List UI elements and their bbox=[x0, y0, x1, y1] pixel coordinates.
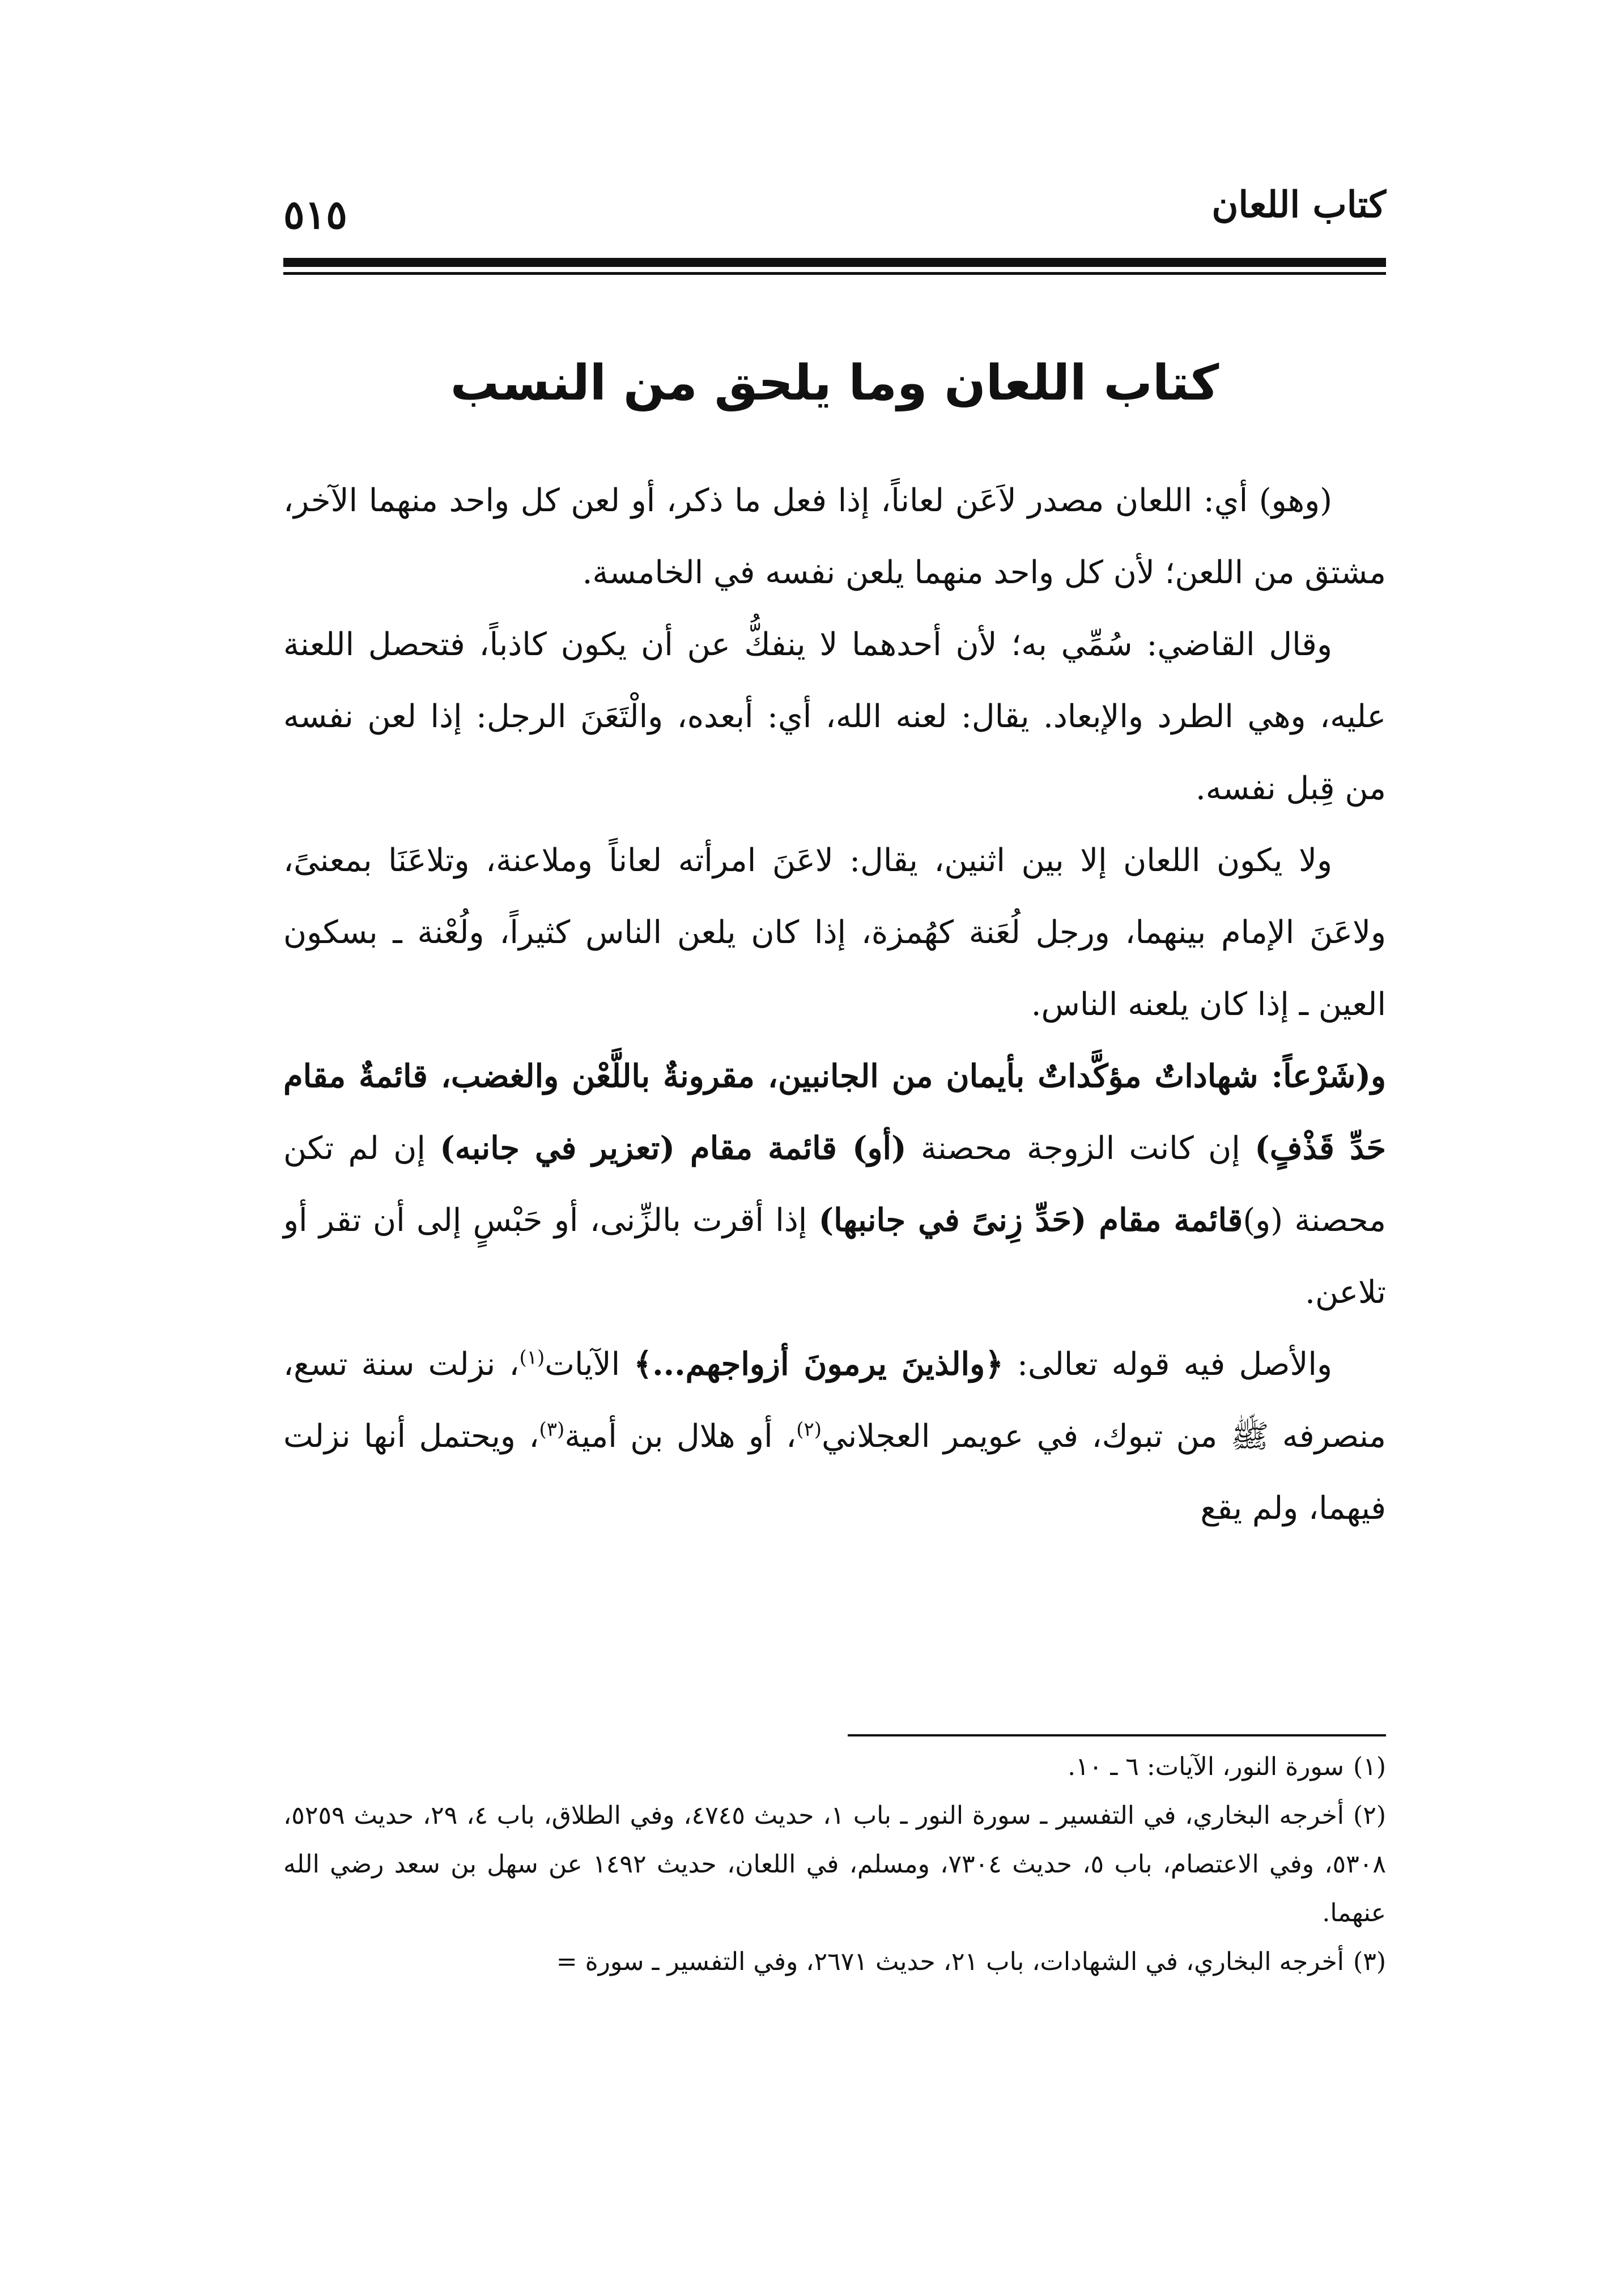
paragraph-4-text-a: إن كانت الزوجة محصنة bbox=[906, 1130, 1255, 1167]
footnote-2-marker: (٢) bbox=[1353, 1801, 1386, 1830]
footnote-1-text: سورة النور، الآيات: ٦ ـ ١٠. bbox=[1068, 1752, 1345, 1781]
paragraph-2: وقال القاضي: سُمِّي به؛ لأن أحدهما لا ينفكُّ عن أن يكون كاذباً، فتحصل اللعنة عليه، وهي الطرد والإبعاد. يقال: لعنه الله، أي: أبعده، والْتَعَنَ الرجل: إذا لعن نفسه من قِبل نفسه. bbox=[283, 626, 1386, 807]
footnote-2-text: أخرجه البخاري، في التفسير ـ سورة النور ـ باب ١، حديث ٤٧٤٥، وفي الطلاق، باب ٤، ٢٩، حديث ٥٢٥٩، ٥٣٠٨، وفي الاعتصام، باب ٥، حديث ٧٣٠٤، ومسلم، في اللعان، حديث ١٤٩٢ عن سهل بن سعد رضي الله عنهما. bbox=[283, 1801, 1387, 1927]
body-text bbox=[283, 465, 1386, 1544]
page-number: ٥١٥ bbox=[283, 191, 347, 238]
paragraph-5-text-c: ، ويحتمل أنها نزلت فيهما، ولم يقع bbox=[283, 1418, 1386, 1527]
running-header-title: كتاب اللعان bbox=[1211, 184, 1386, 226]
paragraph-5-ayat: الآيات bbox=[545, 1346, 634, 1383]
paragraph-4 bbox=[283, 1041, 1386, 1328]
footnote-3 bbox=[283, 1938, 1386, 1986]
paragraph-4-ta'zir: (أو) قائمة مقام (تعزير في جانبه) bbox=[440, 1129, 907, 1167]
footnote-ref-2[interactable]: (٢) bbox=[796, 1418, 822, 1441]
paragraph-5-text-b: ، أو هلال بن أمية bbox=[564, 1418, 797, 1455]
chapter-heading: كتاب اللعان وما يلحق من النسب bbox=[450, 355, 1219, 411]
paragraph-3: ولا يكون اللعان إلا بين اثنين، يقال: لاعَنَ امرأته لعاناً وملاعنة، وتلاعَنَا بمعنىً، ولاعَنَ الإمام بينهما، ورجل لُعَنة كهُمزة، إذا كان يلعن الناس كثيراً، ولُعْنة ـ بسكون العين ـ إذا كان يلعنه الناس. bbox=[283, 842, 1386, 1023]
running-header bbox=[283, 184, 1386, 249]
footnote-separator bbox=[848, 1734, 1386, 1736]
paragraph-1: (وهو) أي: اللعان مصدر لاَعَن لعاناً، إذا فعل ما ذكر، أو لعن كل واحد منهما الآخر، مشتق من اللعن؛ لأن كل واحد منهما يلعن نفسه في الخامسة. bbox=[283, 482, 1386, 591]
paragraph-4-text-b: إن لم تكن محصنة (و) bbox=[283, 1130, 1386, 1239]
footnotes bbox=[283, 1743, 1386, 1986]
footnote-3-marker: (٣) bbox=[1353, 1947, 1386, 1976]
quran-verse: ﴿والذينَ يرمونَ أزواجهم...﴾ bbox=[634, 1345, 1004, 1383]
paragraph-4-hadd-zina: قائمة مقام (حَدِّ زِنىً في جانبها) bbox=[818, 1201, 1243, 1239]
footnote-3-text: أخرجه البخاري، في الشهادات، باب ٢١، حديث ٢٦٧١، وفي التفسير ـ سورة = bbox=[556, 1947, 1345, 1976]
footnote-1-marker: (١) bbox=[1353, 1752, 1386, 1781]
header-rule-thin bbox=[283, 272, 1386, 275]
header-rule-thick bbox=[283, 258, 1386, 267]
paragraph-5 bbox=[283, 1328, 1386, 1544]
paragraph-5-text-a: ، نزلت سنة تسع، منصرفه ﷺ من تبوك، في عويمر العجلاني bbox=[283, 1346, 1387, 1455]
paragraph-4-definition: و(شَرْعاً: شهاداتٌ مؤكَّداتٌ بأيمان من الجانبين، مقرونةٌ باللَّعْن والغضب، قائمةٌ مقام حَدِّ قَذْفٍ) bbox=[283, 1058, 1387, 1167]
footnote-ref-1[interactable]: (١) bbox=[519, 1346, 545, 1369]
footnote-1 bbox=[283, 1743, 1386, 1791]
footnote-ref-3[interactable]: (٣) bbox=[539, 1418, 565, 1441]
footnote-2 bbox=[283, 1791, 1386, 1938]
paragraph-4-text-c: إذا أقرت بالزِّنى، أو حَبْسٍ إلى أن تقر أو تلاعن. bbox=[283, 1202, 1386, 1311]
paragraph-5-intro: والأصل فيه قوله تعالى: bbox=[1003, 1346, 1332, 1383]
